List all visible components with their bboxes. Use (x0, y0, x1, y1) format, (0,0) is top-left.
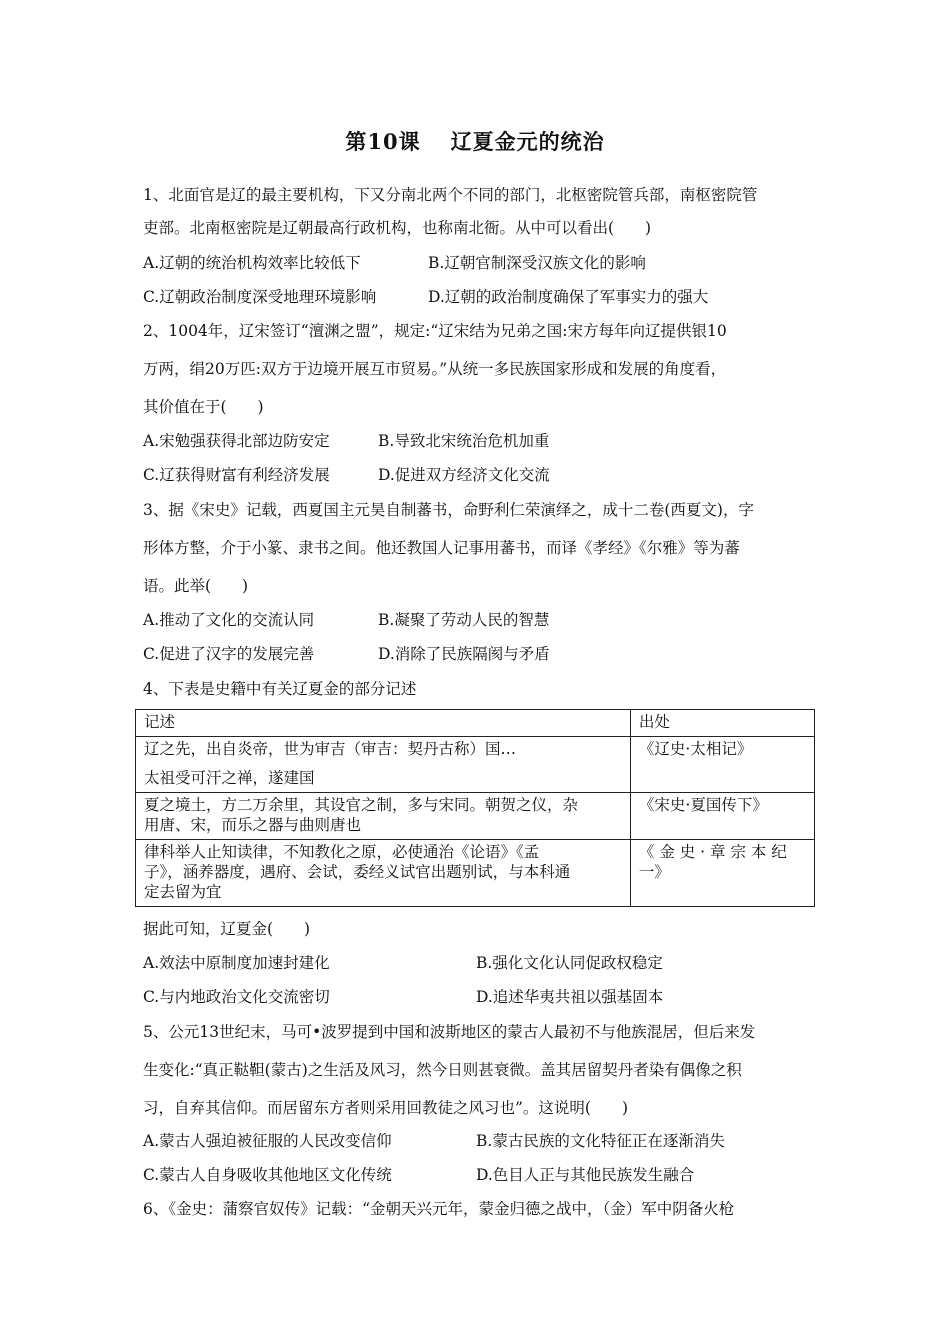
q3-option-c[interactable]: C.促进了汉字的发展完善 (143, 645, 315, 663)
q1-option-b[interactable]: B.辽朝官制深受汉族文化的影响 (428, 254, 646, 272)
record-line: 夏之境土，方二万余里，其设官之制，多与宋同。朝贺之仪，杂 (144, 796, 579, 814)
record-line: 用唐、宋，而乐之器与曲则唐也 (144, 816, 362, 834)
source-line: 一》 (638, 863, 670, 881)
record-line: 定去留为宜 (144, 883, 222, 901)
q4-option-a[interactable]: A.效法中原制度加速封建化 (143, 954, 330, 972)
record-cell (136, 737, 631, 793)
q1-option-d[interactable]: D.辽朝的政治制度确保了军事实力的强大 (428, 288, 709, 306)
table-header-row (136, 710, 815, 737)
q2-option-b[interactable]: B.导致北宋统治危机加重 (378, 432, 550, 450)
q3-line-1: 3、据《宋史》记载，西夏国主元昊自制蕃书，命野利仁荣演绎之，成十二卷(西夏文)，字 (143, 501, 754, 519)
page-title (0, 126, 950, 156)
q5-line-2: 生变化:“真正鞑靼(蒙古)之生活及风习，然今日则甚衰微。盖其居留契丹者染有偶像之积 (143, 1061, 742, 1079)
q4-stem: 据此可知，辽夏金( ) (143, 920, 311, 938)
record-cell (136, 840, 631, 907)
record-cell (136, 793, 631, 840)
table-row (136, 793, 815, 840)
source-line: 《宋史·夏国传下》 (638, 796, 768, 814)
q1-line-1: 1、北面官是辽的最主要机构，下又分南北两个不同的部门，北枢密院管兵部，南枢密院管 (143, 186, 758, 204)
q5-option-b[interactable]: B.蒙古民族的文化特征正在逐渐消失 (476, 1132, 725, 1150)
q4-option-b[interactable]: B.强化文化认同促政权稳定 (476, 954, 663, 972)
q5-option-a[interactable]: A.蒙古人强迫被征服的人民改变信仰 (143, 1132, 392, 1150)
table-row (136, 840, 815, 907)
q1-option-a[interactable]: A.辽朝的统治机构效率比较低下 (143, 254, 361, 272)
q1-line-2: 吏部。北南枢密院是辽朝最高行政机构，也称南北衙。从中可以看出( ) (143, 219, 652, 237)
q3-option-a[interactable]: A.推动了文化的交流认同 (143, 611, 315, 629)
record-line: 辽之先，出自炎帝，世为审吉（审吉：契丹古称）国… (144, 740, 517, 758)
q2-line-3: 其价值在于( ) (143, 398, 264, 416)
q2-option-d[interactable]: D.促进双方经济文化交流 (378, 466, 550, 484)
q2-line-1: 2、1004年，辽宋签订“澶渊之盟”，规定:“辽宋结为兄弟之国:宋方每年向辽提供银10 (143, 322, 727, 340)
q3-line-3: 语。此举( ) (143, 577, 249, 595)
source-cell (630, 840, 814, 907)
q2-option-a[interactable]: A.宋勉强获得北部边防安定 (143, 432, 330, 450)
q5-line-1: 5、公元13世纪末，马可•波罗提到中国和波斯地区的蒙古人最初不与他族混居，但后来发 (143, 1023, 756, 1041)
q2-option-c[interactable]: C.辽获得财富有利经济发展 (143, 466, 330, 484)
q4-option-d[interactable]: D.追述华夷共祖以强基固本 (476, 988, 664, 1006)
lesson-number: 第10课 (345, 129, 421, 154)
source-line: 《 金 史 · 章 宗 本 纪 (638, 843, 787, 861)
q4-intro: 4、下表是史籍中有关辽夏金的部分记述 (143, 680, 417, 698)
q2-line-2: 万两，绢20万匹:双方于边境开展互市贸易。”从统一多民族国家形成和发展的角度看， (143, 360, 727, 378)
q6-line-1: 6、《金史：蒲察官奴传》记载：“金朝天兴元年，蒙金归德之战中，（金）军中阴备火枪 (143, 1200, 735, 1218)
source-line: 《辽史·太相记》 (638, 740, 753, 758)
header-source: 出处 (630, 710, 814, 737)
q5-option-c[interactable]: C.蒙古人自身吸收其他地区文化传统 (143, 1166, 392, 1184)
q5-line-3: 习，自弃其信仰。而居留东方者则采用回教徒之风习也”。这说明( ) (143, 1099, 629, 1117)
q3-option-b[interactable]: B.凝聚了劳动人民的智慧 (378, 611, 550, 629)
source-cell (630, 737, 814, 793)
records-table (135, 709, 815, 907)
q5-option-d[interactable]: D.色目人正与其他民族发生融合 (476, 1166, 695, 1184)
source-cell (630, 793, 814, 840)
lesson-name: 辽夏金元的统治 (450, 129, 605, 154)
record-line: 太祖受可汗之禅，遂建国 (144, 769, 315, 787)
q4-option-c[interactable]: C.与内地政治文化交流密切 (143, 988, 330, 1006)
q1-option-c[interactable]: C.辽朝政治制度深受地理环境影响 (143, 288, 377, 306)
header-record: 记述 (136, 710, 631, 737)
q3-option-d[interactable]: D.消除了民族隔阂与矛盾 (378, 645, 550, 663)
table-row (136, 737, 815, 793)
record-line: 子》，涵养器度，遇府、会试，委经义试官出题别试，与本科通 (144, 863, 571, 881)
q3-line-2: 形体方整，介于小篆、隶书之间。他还教国人记事用蕃书，而译《孝经》《尔雅》等为蕃 (143, 539, 740, 557)
record-line: 律科举人止知读律，不知教化之原，必使通治《论语》《孟 (144, 843, 540, 861)
